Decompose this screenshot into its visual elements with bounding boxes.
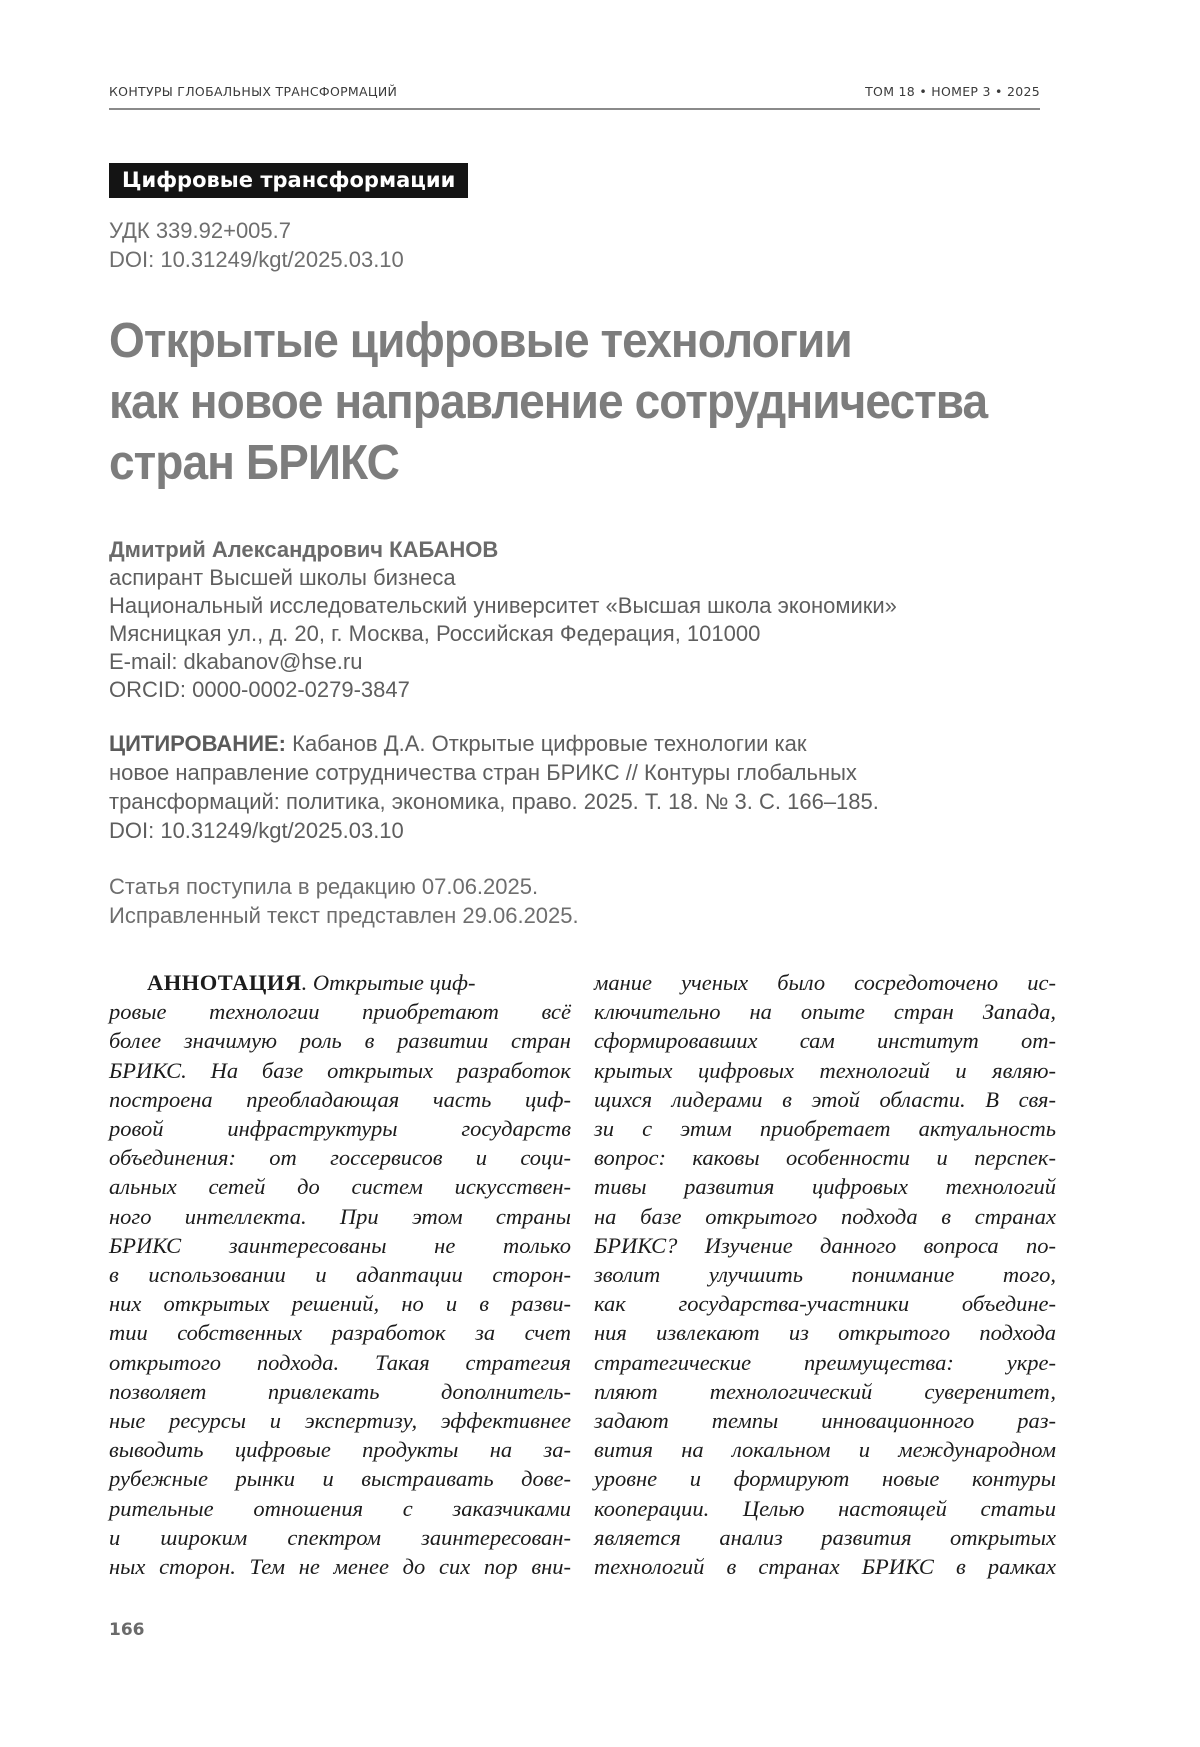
abstract-label: АННОТАЦИЯ bbox=[147, 970, 302, 995]
page-number: 166 bbox=[109, 1620, 145, 1640]
author-name: Дмитрий Александрович КАБАНОВ bbox=[109, 537, 499, 562]
abstract-line: и широким спектром заинтересован- bbox=[109, 1524, 571, 1550]
abstract-line: зволит улучшить понимание того, bbox=[594, 1262, 1056, 1288]
abstract-line: ключительно на опыте стран Запада, bbox=[594, 999, 1056, 1025]
citation-block bbox=[109, 729, 1059, 845]
abstract-line: на базе открытого подхода в странах bbox=[594, 1203, 1056, 1229]
journal-name: КОНТУРЫ ГЛОБАЛЬНЫХ ТРАНСФОРМАЦИЙ bbox=[109, 84, 398, 99]
abstract-line: более значимую роль в развитии стран bbox=[109, 1028, 571, 1054]
abstract-line: них открытых решений, но и в разви- bbox=[109, 1291, 571, 1317]
running-header bbox=[109, 84, 1040, 99]
abstract-text: . Открытые циф- bbox=[301, 970, 476, 995]
abstract-line: рительные отношения с заказчиками bbox=[109, 1495, 571, 1521]
author-affiliation: Национальный исследовательский университет «Высшая школа экономики» bbox=[109, 593, 897, 618]
abstract-line: позволяет привлекать дополнитель- bbox=[109, 1378, 571, 1404]
abstract-column-right bbox=[594, 968, 1056, 1581]
abstract-first-line bbox=[109, 968, 571, 997]
dates-block bbox=[109, 872, 1059, 930]
title-line: Открытые цифровые технологии bbox=[109, 314, 852, 368]
author-orcid: ORCID: 0000-0002-0279-3847 bbox=[109, 677, 410, 702]
abstract-line: ровой инфраструктуры государств bbox=[109, 1116, 571, 1142]
citation-label: ЦИТИРОВАНИЕ: bbox=[109, 731, 287, 756]
abstract-line: мание ученых было сосредоточено ис- bbox=[594, 970, 1056, 995]
abstract-line: выводить цифровые продукты на за- bbox=[109, 1437, 571, 1463]
abstract-line: пляют технологический суверенитет, bbox=[594, 1378, 1056, 1404]
abstract-line: ровые технологии приобретают всё bbox=[109, 999, 571, 1025]
abstract-line: вопрос: каковы особенности и перспек- bbox=[594, 1145, 1056, 1171]
title-line: стран БРИКС bbox=[109, 436, 399, 490]
abstract-line: ных сторон. Тем не менее до сих пор вни- bbox=[109, 1554, 571, 1580]
header-rule bbox=[109, 108, 1040, 110]
abstract-column-left bbox=[109, 968, 571, 1581]
abstract-line: сформировавших сам институт от- bbox=[594, 1028, 1056, 1054]
meta-block bbox=[109, 216, 404, 274]
citation-text: трансформаций: политика, экономика, право. 2025. Т. 18. № 3. С. 166–185. bbox=[109, 789, 879, 814]
citation-text: новое направление сотрудничества стран БРИКС // Контуры глобальных bbox=[109, 760, 857, 785]
abstract-line: альных сетей до систем искусствен- bbox=[109, 1174, 571, 1200]
abstract-line: построена преобладающая часть циф- bbox=[109, 1086, 571, 1112]
citation-text: Кабанов Д.А. Открытые цифровые технологии как bbox=[286, 731, 807, 756]
abstract-line: зи с этим приобретает актуальность bbox=[594, 1116, 1056, 1142]
issue-info: ТОМ 18 • НОМЕР 3 • 2025 bbox=[865, 84, 1040, 99]
abstract-line: рубежные рынки и выстраивать дове- bbox=[109, 1466, 571, 1492]
author-position: аспирант Высшей школы бизнеса bbox=[109, 565, 456, 590]
abstract-line: объединения: от госсервисов и соци- bbox=[109, 1145, 571, 1171]
abstract-line: технологий в странах БРИКС в рамках bbox=[594, 1554, 1056, 1580]
abstract-line: ния извлекают из открытого подхода bbox=[594, 1320, 1056, 1346]
abstract-line: щихся лидерами в этой области. В свя- bbox=[594, 1086, 1056, 1112]
abstract-line: ные ресурсы и экспертизу, эффективнее bbox=[109, 1408, 571, 1434]
abstract-line: тии собственных разработок за счет bbox=[109, 1320, 571, 1346]
abstract-line: БРИКС. На базе открытых разработок bbox=[109, 1057, 571, 1083]
abstract-line: в использовании и адаптации сторон- bbox=[109, 1262, 571, 1288]
abstract-line: открытого подхода. Такая стратегия bbox=[109, 1349, 571, 1375]
citation-doi: DOI: 10.31249/kgt/2025.03.10 bbox=[109, 818, 404, 843]
doi: DOI: 10.31249/kgt/2025.03.10 bbox=[109, 247, 404, 272]
received-date: Статья поступила в редакцию 07.06.2025. bbox=[109, 874, 539, 899]
abstract-line: крытых цифровых технологий и являю- bbox=[594, 1057, 1056, 1083]
abstract-line: вития на локальном и международном bbox=[594, 1437, 1056, 1463]
revised-date: Исправленный текст представлен 29.06.2025. bbox=[109, 903, 579, 928]
section-label: Цифровые трансформации bbox=[109, 163, 468, 198]
abstract-line: ного интеллекта. При этом страны bbox=[109, 1203, 571, 1229]
abstract-line: стратегические преимущества: укре- bbox=[594, 1349, 1056, 1375]
udc-code: УДК 339.92+005.7 bbox=[109, 218, 292, 243]
title-line: как новое направление сотрудничества bbox=[109, 375, 988, 429]
article-title bbox=[109, 311, 1002, 494]
abstract-line: БРИКС? Изучение данного вопроса по- bbox=[594, 1232, 1056, 1258]
abstract-line: уровне и формируют новые контуры bbox=[594, 1466, 1056, 1492]
abstract-line: кооперации. Целью настоящей статьи bbox=[594, 1495, 1056, 1521]
abstract-line: тивы развития цифровых технологий bbox=[594, 1174, 1056, 1200]
author-block bbox=[109, 536, 1059, 704]
abstract-line: задают темпы инновационного раз- bbox=[594, 1408, 1056, 1434]
author-address: Мясницкая ул., д. 20, г. Москва, Российская Федерация, 101000 bbox=[109, 621, 761, 646]
abstract-line: БРИКС заинтересованы не только bbox=[109, 1232, 571, 1258]
abstract-line: является анализ развития открытых bbox=[594, 1524, 1056, 1550]
author-email: E-mail: dkabanov@hse.ru bbox=[109, 649, 363, 674]
abstract-line: как государства-участники объедине- bbox=[594, 1291, 1056, 1317]
